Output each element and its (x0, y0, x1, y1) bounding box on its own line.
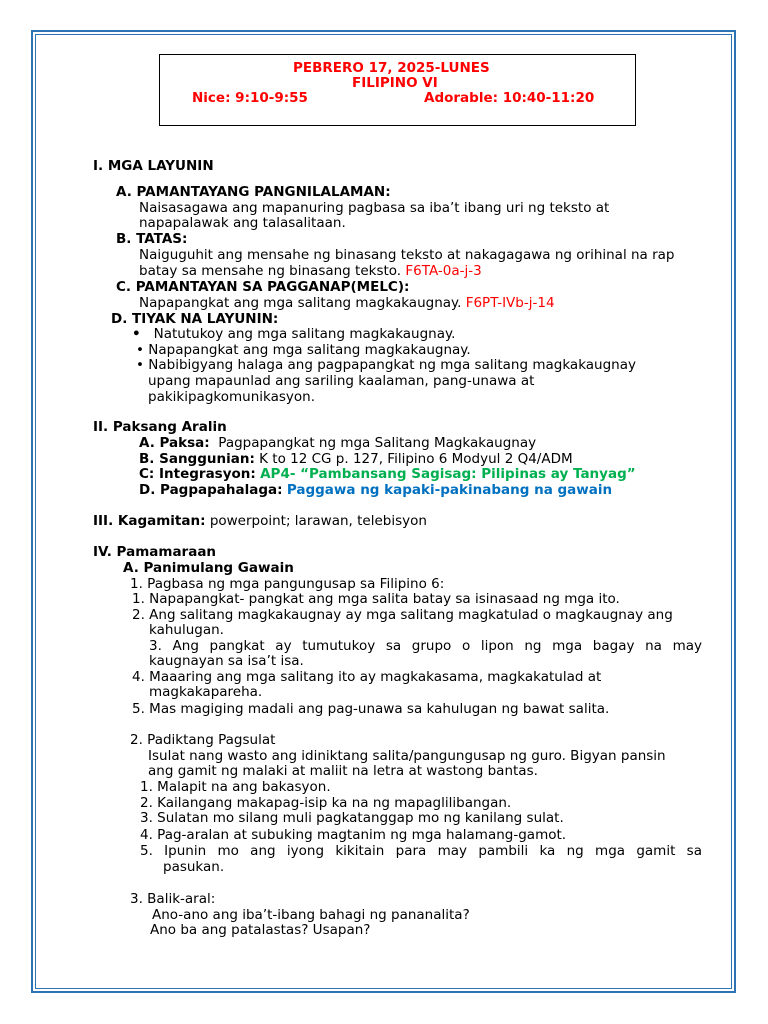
pamamaraan-heading: IV. Pamamaraan (93, 544, 217, 560)
p1-intro: 1. Pagbasa ng mga pangungusap sa Filipino 6: (130, 576, 445, 592)
p1-item-5: 5. Mas magiging madali ang pag-unawa sa kahulugan ng bawat salita. (132, 701, 610, 717)
layunin-a-label: A. PAMANTAYANG PANGNILALAMAN: (116, 184, 391, 200)
integrasyon-label: C: Integrasyon: (139, 466, 256, 482)
paksang-aralin-heading: II. Paksang Aralin (93, 419, 227, 435)
layunin-d-bullet1-text: Natutukoy ang mga salitang magkakaugnay. (153, 326, 456, 342)
layunin-c-line1 (139, 295, 555, 311)
p1-item-2-l2: kahulugan. (149, 622, 224, 638)
p2-item-2: 2. Kailangang makapag-isip ka na ng mapaglilibangan. (140, 795, 512, 811)
p2-instr-l1: Isulat nang wasto ang idiniktang salita/pangungusap ng guro. Bigyan pansin (148, 748, 666, 764)
header-subject: FILIPINO VI (352, 75, 438, 91)
p1-item-4-l1: 4. Maaaring ang mga salitang ito ay magkakasama, magkakatulad at (132, 669, 602, 685)
pagpapahalaga-row (139, 482, 612, 498)
layunin-b-label: B. TATAS: (116, 231, 188, 247)
layunin-c-line1-text: Napapangkat ang mga salitang magkakaugnay. (139, 295, 462, 311)
integrasyon-row (139, 466, 636, 482)
bullet-icon: • (132, 326, 141, 342)
layunin-d-bullet1 (132, 326, 455, 342)
p2-item-3: 3. Sulatan mo silang muli pagkatanggap mo ng kanilang sulat. (140, 810, 564, 826)
layunin-d-bullet2 (136, 342, 471, 358)
p1-item-3-l2: kaugnayan sa isa’t isa. (149, 653, 304, 669)
layunin-b-line2 (139, 263, 482, 279)
layunin-d-bullet3 (136, 357, 636, 373)
layunin-d-bullet3-l1: Nabibigyang halaga ang pagpapangkat ng mga salitang magkakaugnay (148, 357, 636, 373)
sanggunian-label: B. Sanggunian: (139, 451, 255, 467)
layunin-heading: I. MGA LAYUNIN (93, 158, 214, 174)
bullet-icon: • (136, 342, 144, 358)
sanggunian-row (139, 451, 573, 467)
integrasyon-value: AP4- “Pambansang Sagisag: Pilipinas ay Tanyag” (260, 466, 636, 482)
kagamitan-row (93, 513, 427, 529)
paksa-value: Pagpapangkat ng mga Salitang Magkakaugnay (218, 435, 537, 451)
p3-question-2: Ano ba ang patalastas? Usapan? (150, 922, 371, 938)
layunin-b-code: F6TA-0a-j-3 (405, 263, 482, 279)
p2-item-4: 4. Pag-aralan at subuking magtanim ng mga halamang-gamot. (140, 827, 567, 843)
header-section-b: Adorable: 10:40-11:20 (424, 90, 595, 106)
layunin-a-line1: Naisasagawa ang mapanuring pagbasa sa iba’t ibang uri ng teksto at (139, 200, 610, 216)
layunin-d-bullet3-l3: pakikipagkomunikasyon. (148, 389, 315, 405)
p1-item-1: 1. Napapangkat- pangkat ang mga salita batay sa isinasaad ng mga ito. (132, 591, 620, 607)
layunin-c-label: C. PAMANTAYAN SA PAGGANAP(MELC): (116, 279, 410, 295)
pagpapahalaga-value: Paggawa ng kapaki-pakinabang na gawain (286, 482, 613, 498)
header-box (159, 54, 636, 126)
p1-item-3-l1: 3. Ang pangkat ay tumutukoy sa grupo o lipon ng mga bagay na may (149, 638, 702, 654)
layunin-a-line2: napapalawak ang talasalitaan. (139, 215, 346, 231)
p2-item-5-l2: pasukan. (163, 859, 225, 875)
layunin-b-line2-text: batay sa mensahe ng binasang teksto. (139, 263, 402, 279)
p2-item-5-l1: 5. Ipunin mo ang iyong kikitain para may pambili ka ng mga gamit sa (140, 843, 702, 859)
pagpapahalaga-label: D. Pagpapahalaga: (139, 482, 283, 498)
layunin-d-label: D. TIYAK NA LAYUNIN: (111, 311, 279, 327)
layunin-b-line1: Naiguguhit ang mensahe ng binasang teksto at nakagagawa ng orihinal na rap (139, 247, 675, 263)
layunin-c-code: F6PT-IVb-j-14 (465, 295, 555, 311)
header-date: PEBRERO 17, 2025-LUNES (293, 60, 490, 76)
p3-title: 3. Balik-aral: (130, 891, 216, 907)
p1-item-4-l2: magkakapareha. (149, 684, 263, 700)
p2-title: 2. Padiktang Pagsulat (130, 732, 276, 748)
layunin-d-bullet2-text: Napapangkat ang mga salitang magkakaugnay. (148, 342, 471, 358)
p2-instr-l2: ang gamit ng malaki at maliit na letra at wastong bantas. (148, 763, 538, 779)
paksa-label: A. Paksa: (139, 435, 210, 451)
kagamitan-value: powerpoint; larawan, telebisyon (209, 513, 427, 529)
p3-question-1: Ano-ano ang iba’t-ibang bahagi ng pananalita? (152, 907, 470, 923)
panimulang-gawain-heading: A. Panimulang Gawain (123, 560, 294, 576)
p1-item-2-l1: 2. Ang salitang magkakaugnay ay mga salitang magkatulad o magkaugnay ang (132, 607, 673, 623)
paksa-row (139, 435, 536, 451)
bullet-icon: • (136, 357, 144, 373)
layunin-d-bullet3-l2: upang mapaunlad ang sariling kaalaman, pang-unawa at (148, 373, 535, 389)
kagamitan-label: III. Kagamitan: (93, 513, 206, 529)
header-section-a: Nice: 9:10-9:55 (192, 90, 308, 106)
p2-item-1: 1. Malapit na ang bakasyon. (140, 779, 331, 795)
sanggunian-value: K to 12 CG p. 127, Filipino 6 Modyul 2 Q4/ADM (259, 451, 573, 467)
